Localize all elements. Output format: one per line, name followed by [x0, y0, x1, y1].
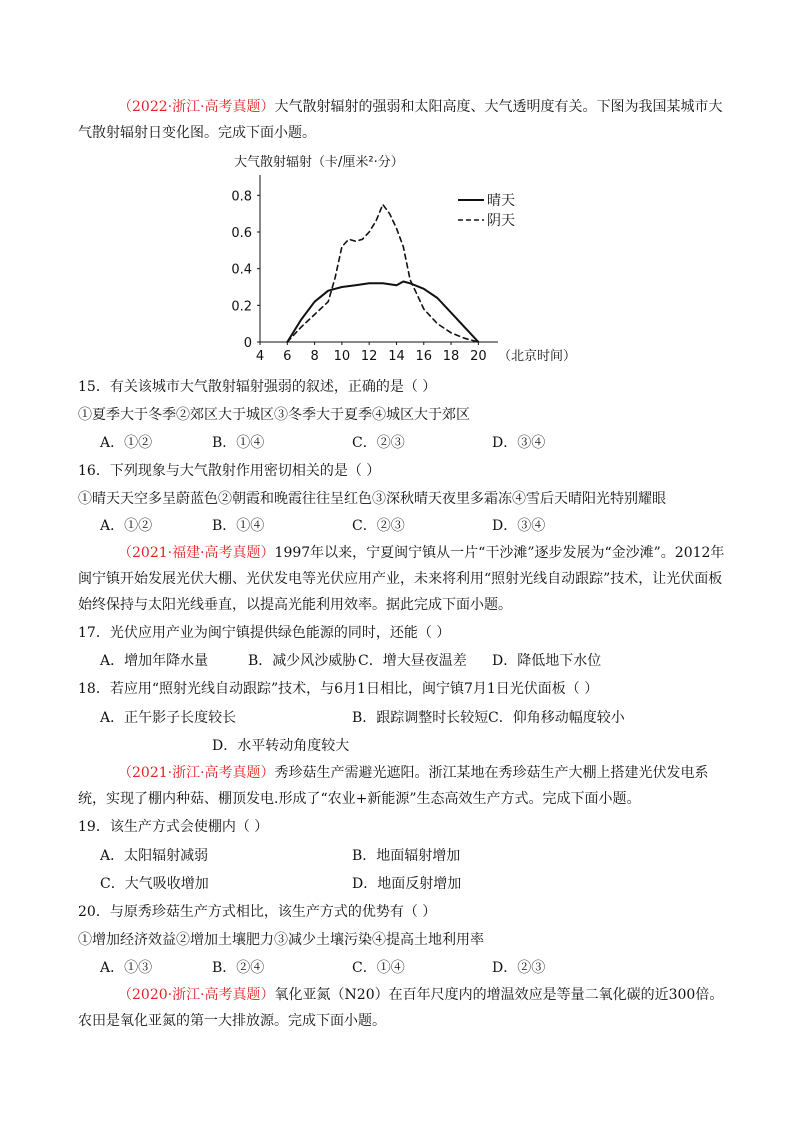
option-c[interactable]: C．大气吸收增加	[100, 876, 209, 892]
option-c[interactable]: C．②③	[352, 435, 405, 451]
x-tick-label: 18	[442, 349, 460, 364]
option-d[interactable]: D．地面反射增加	[352, 876, 462, 892]
series-line-sunny	[287, 282, 478, 343]
intro-text: 氧化亚氮（N20）在百年尺度内的增温效应是等量二氧化碳的近300倍。农田是氧化亚氮的第一大排放源。完成下面小题。	[78, 987, 724, 1029]
option-b[interactable]: B．①④	[212, 435, 265, 451]
intro-2021-fujian	[78, 540, 726, 618]
intro-text: 大气散射辐射的强弱和太阳高度、大气透明度有关。下图为我国某城市大气散射辐射日变化图。完成下面小题。	[78, 99, 723, 141]
x-tick-label: 16	[415, 349, 433, 364]
intro-2022-zhejiang	[78, 94, 726, 146]
question-19-options-line2	[100, 873, 740, 895]
y-tick-label: 0.2	[231, 299, 252, 315]
question-15: 15．有关该城市大气散射辐射强弱的叙述，正确的是（ ）	[78, 379, 437, 395]
series-line-cloudy	[287, 205, 478, 343]
question-18-options-line2	[100, 735, 740, 757]
y-tick-label: 0.4	[231, 262, 252, 278]
option-a[interactable]: A．①②	[100, 518, 153, 534]
question-19-options	[100, 845, 740, 867]
x-tick-label: 20	[470, 349, 487, 364]
option-b[interactable]: B．②④	[212, 960, 265, 976]
option-a[interactable]: A．增加年降水量	[100, 653, 209, 669]
x-tick-label: 6	[283, 349, 292, 364]
option-c[interactable]: C．增大昼夜温差	[358, 653, 467, 669]
x-tick-label: 10	[333, 349, 351, 364]
scattered-radiation-chart	[222, 152, 582, 367]
option-d[interactable]: D．水平转动角度较大	[212, 738, 350, 754]
question-20-items: ①增加经济效益②增加土壤肥力③减少土壤污染④提高土地利用率	[78, 932, 484, 948]
chart-ticks	[231, 189, 486, 364]
option-a[interactable]: A．①②	[100, 435, 153, 451]
question-16-options	[100, 515, 740, 537]
question-18-options	[100, 707, 740, 729]
source-tag: （2020·浙江·高考真题）	[118, 987, 275, 1003]
intro-2020-zhejiang	[78, 982, 726, 1034]
y-tick-label: 0.8	[231, 189, 252, 205]
option-a[interactable]: A．①③	[100, 960, 153, 976]
option-c[interactable]: C．②③	[352, 518, 405, 534]
option-c[interactable]: C．①④	[352, 960, 405, 976]
source-tag: （2022·浙江·高考真题）	[118, 99, 275, 115]
option-b[interactable]: B．①④	[212, 518, 265, 534]
question-18: 18．若应用“照射光线自动跟踪”技术，与6月1日相比，闽宁镇7月1日光伏面板（ ）	[78, 681, 599, 697]
x-tick-label: 12	[360, 349, 378, 364]
option-d[interactable]: D．②③	[492, 960, 546, 976]
chart-title: 大气散射辐射（卡/厘米²·分）	[234, 155, 404, 170]
option-b[interactable]: B．减少风沙威胁	[248, 653, 357, 669]
y-tick-label: 0.6	[231, 226, 252, 241]
option-d[interactable]: D．③④	[492, 435, 546, 451]
legend-label: 晴天	[487, 193, 515, 209]
question-15-items: ①夏季大于冬季②郊区大于城区③冬季大于夏季④城区大于郊区	[78, 407, 470, 423]
y-tick-label: 0	[243, 336, 252, 351]
chart-series	[287, 205, 478, 343]
x-tick-label: 14	[388, 349, 405, 364]
intro-text: 1997年以来，宁夏闽宁镇从一片“干沙滩”逐步发展为“金沙滩”。2012年闽宁镇开始发展光伏大棚、光伏发电等光伏应用产业，未来将利用“照射光线自动跟踪”技术，让光伏面板始终保持与太阳光线垂直，以提高光能利用效率。据此完成下面小题。	[78, 545, 725, 613]
question-19: 19．该生产方式会使棚内（ ）	[78, 819, 269, 835]
question-17-options	[100, 650, 740, 672]
option-d[interactable]: D．降低地下水位	[492, 653, 602, 669]
question-20-options	[100, 957, 740, 979]
x-tick-label: 4	[255, 349, 265, 364]
source-tag: （2021·福建·高考真题）	[118, 545, 275, 561]
intro-text: 秀珍菇生产需避光遮阳。浙江某地在秀珍菇生产大棚上搭建光伏发电系统，实现了棚内种菇、棚顶发电.形成了“农业+新能源”生态高效生产方式。完成下面小题。	[78, 765, 709, 807]
option-b[interactable]: B．跟踪调整时长较短	[352, 710, 489, 726]
option-d[interactable]: D．③④	[492, 518, 546, 534]
question-16: 16．下列现象与大气散射作用密切相关的是（ ）	[78, 463, 381, 479]
question-16-items: ①晴天天空多呈蔚蓝色②朝霞和晚霞往往呈红色③深秋晴天夜里多霜冻④雪后天晴阳光特别耀眼	[78, 491, 666, 507]
legend-label: 阴天	[487, 213, 515, 229]
option-b[interactable]: B．地面辐射增加	[352, 848, 461, 864]
question-20: 20．与原秀珍菇生产方式相比，该生产方式的优势有（ ）	[78, 904, 437, 920]
question-17: 17．光伏应用产业为闽宁镇提供绿色能源的同时，还能（ ）	[78, 625, 451, 641]
option-a[interactable]: A．太阳辐射减弱	[100, 848, 209, 864]
intro-2021-zhejiang	[78, 760, 726, 812]
x-axis-label: （北京时间）	[498, 349, 577, 364]
option-c[interactable]: C．仰角移动幅度较小	[488, 710, 625, 726]
x-tick-label: 8	[310, 349, 319, 364]
chart-legend	[458, 193, 515, 229]
option-a[interactable]: A．正午影子长度较长	[100, 710, 237, 726]
source-tag: （2021·浙江·高考真题）	[118, 765, 275, 781]
question-15-options	[100, 432, 740, 454]
